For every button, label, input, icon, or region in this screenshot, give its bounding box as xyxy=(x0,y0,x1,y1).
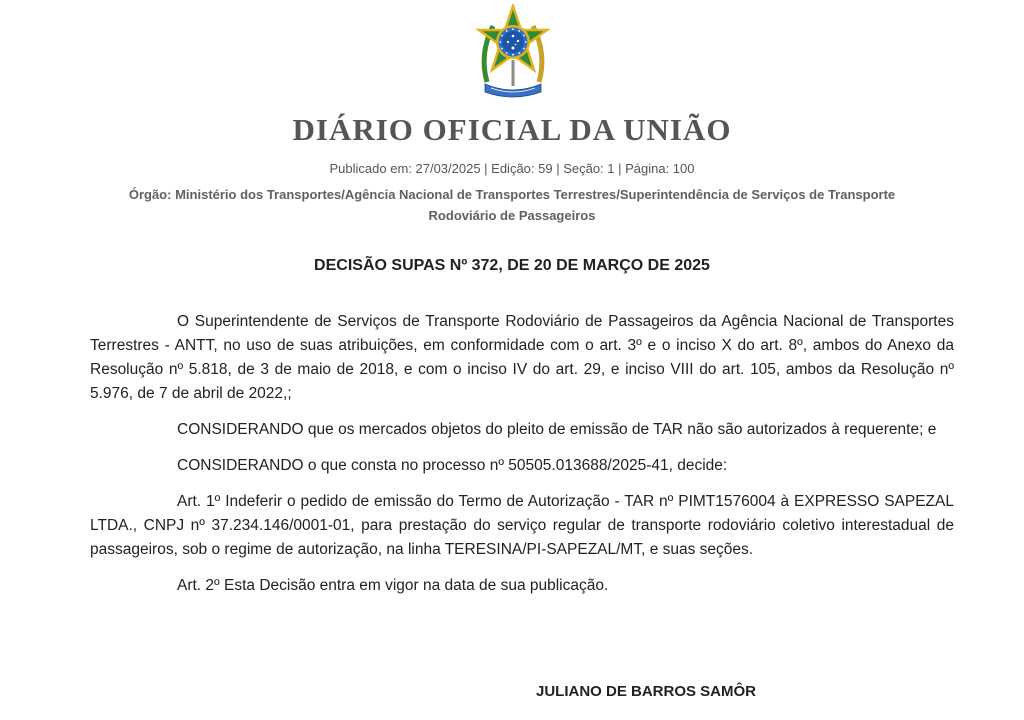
publication-info: Publicado em: 27/03/2025 | Edição: 59 | Seção: 1 | Página: 100 xyxy=(329,161,695,176)
paragraph-considerando-1: CONSIDERANDO que os mercados objetos do pleito de emissão de TAR não são autorizados à requerente; e xyxy=(177,421,937,438)
signatory-name: JULIANO DE BARROS SAMÔR xyxy=(536,683,757,700)
decision-body xyxy=(90,310,954,610)
paragraph-art-1: Art. 1º Indeferir o pedido de emissão do Termo de Autorização - TAR nº PIMT1576004 à EXPRESSO SAPEZAL LTDA., CNPJ nº 37.234.146/0001-01, para prestação do serviço regular de transporte rodoviário coletivo interestadual de passageiros, sob o regime de autorização, na linha TERESINA/PI-SAPEZAL/MT, e suas seções. xyxy=(90,493,954,558)
orgao-line xyxy=(100,184,924,226)
orgao-value: Ministério dos Transportes/Agência Nacional de Transportes Terrestres/Superintendência de Serviços de Transporte Rodoviário de Passageiros xyxy=(175,187,896,223)
brazil-coat-of-arms-icon xyxy=(475,4,551,102)
paragraph-preamble: O Superintendente de Serviços de Transporte Rodoviário de Passageiros da Agência Nacional de Transportes Terrestres - ANTT, no uso de suas atribuições, em conformidade com o art. 3º e o inciso X do art. 8º, ambos do Anexo da Resolução nº 5.818, de 3 de maio de 2018, e com o inciso IV do art. 29, e inciso VIII do art. 105, ambos da Resolução nº 5.976, de 7 de abril de 2022,; xyxy=(90,313,954,402)
masthead-title: DIÁRIO OFICIAL DA UNIÃO xyxy=(292,112,732,147)
orgao-label: Órgão: xyxy=(128,187,172,202)
paragraph-art-2: Art. 2º Esta Decisão entra em vigor na data de sua publicação. xyxy=(177,577,609,594)
paragraph-considerando-2: CONSIDERANDO o que consta no processo nº 50505.013688/2025-41, decide: xyxy=(177,457,728,474)
decision-title: DECISÃO SUPAS Nº 372, DE 20 DE MARÇO DE 2025 xyxy=(314,257,710,274)
